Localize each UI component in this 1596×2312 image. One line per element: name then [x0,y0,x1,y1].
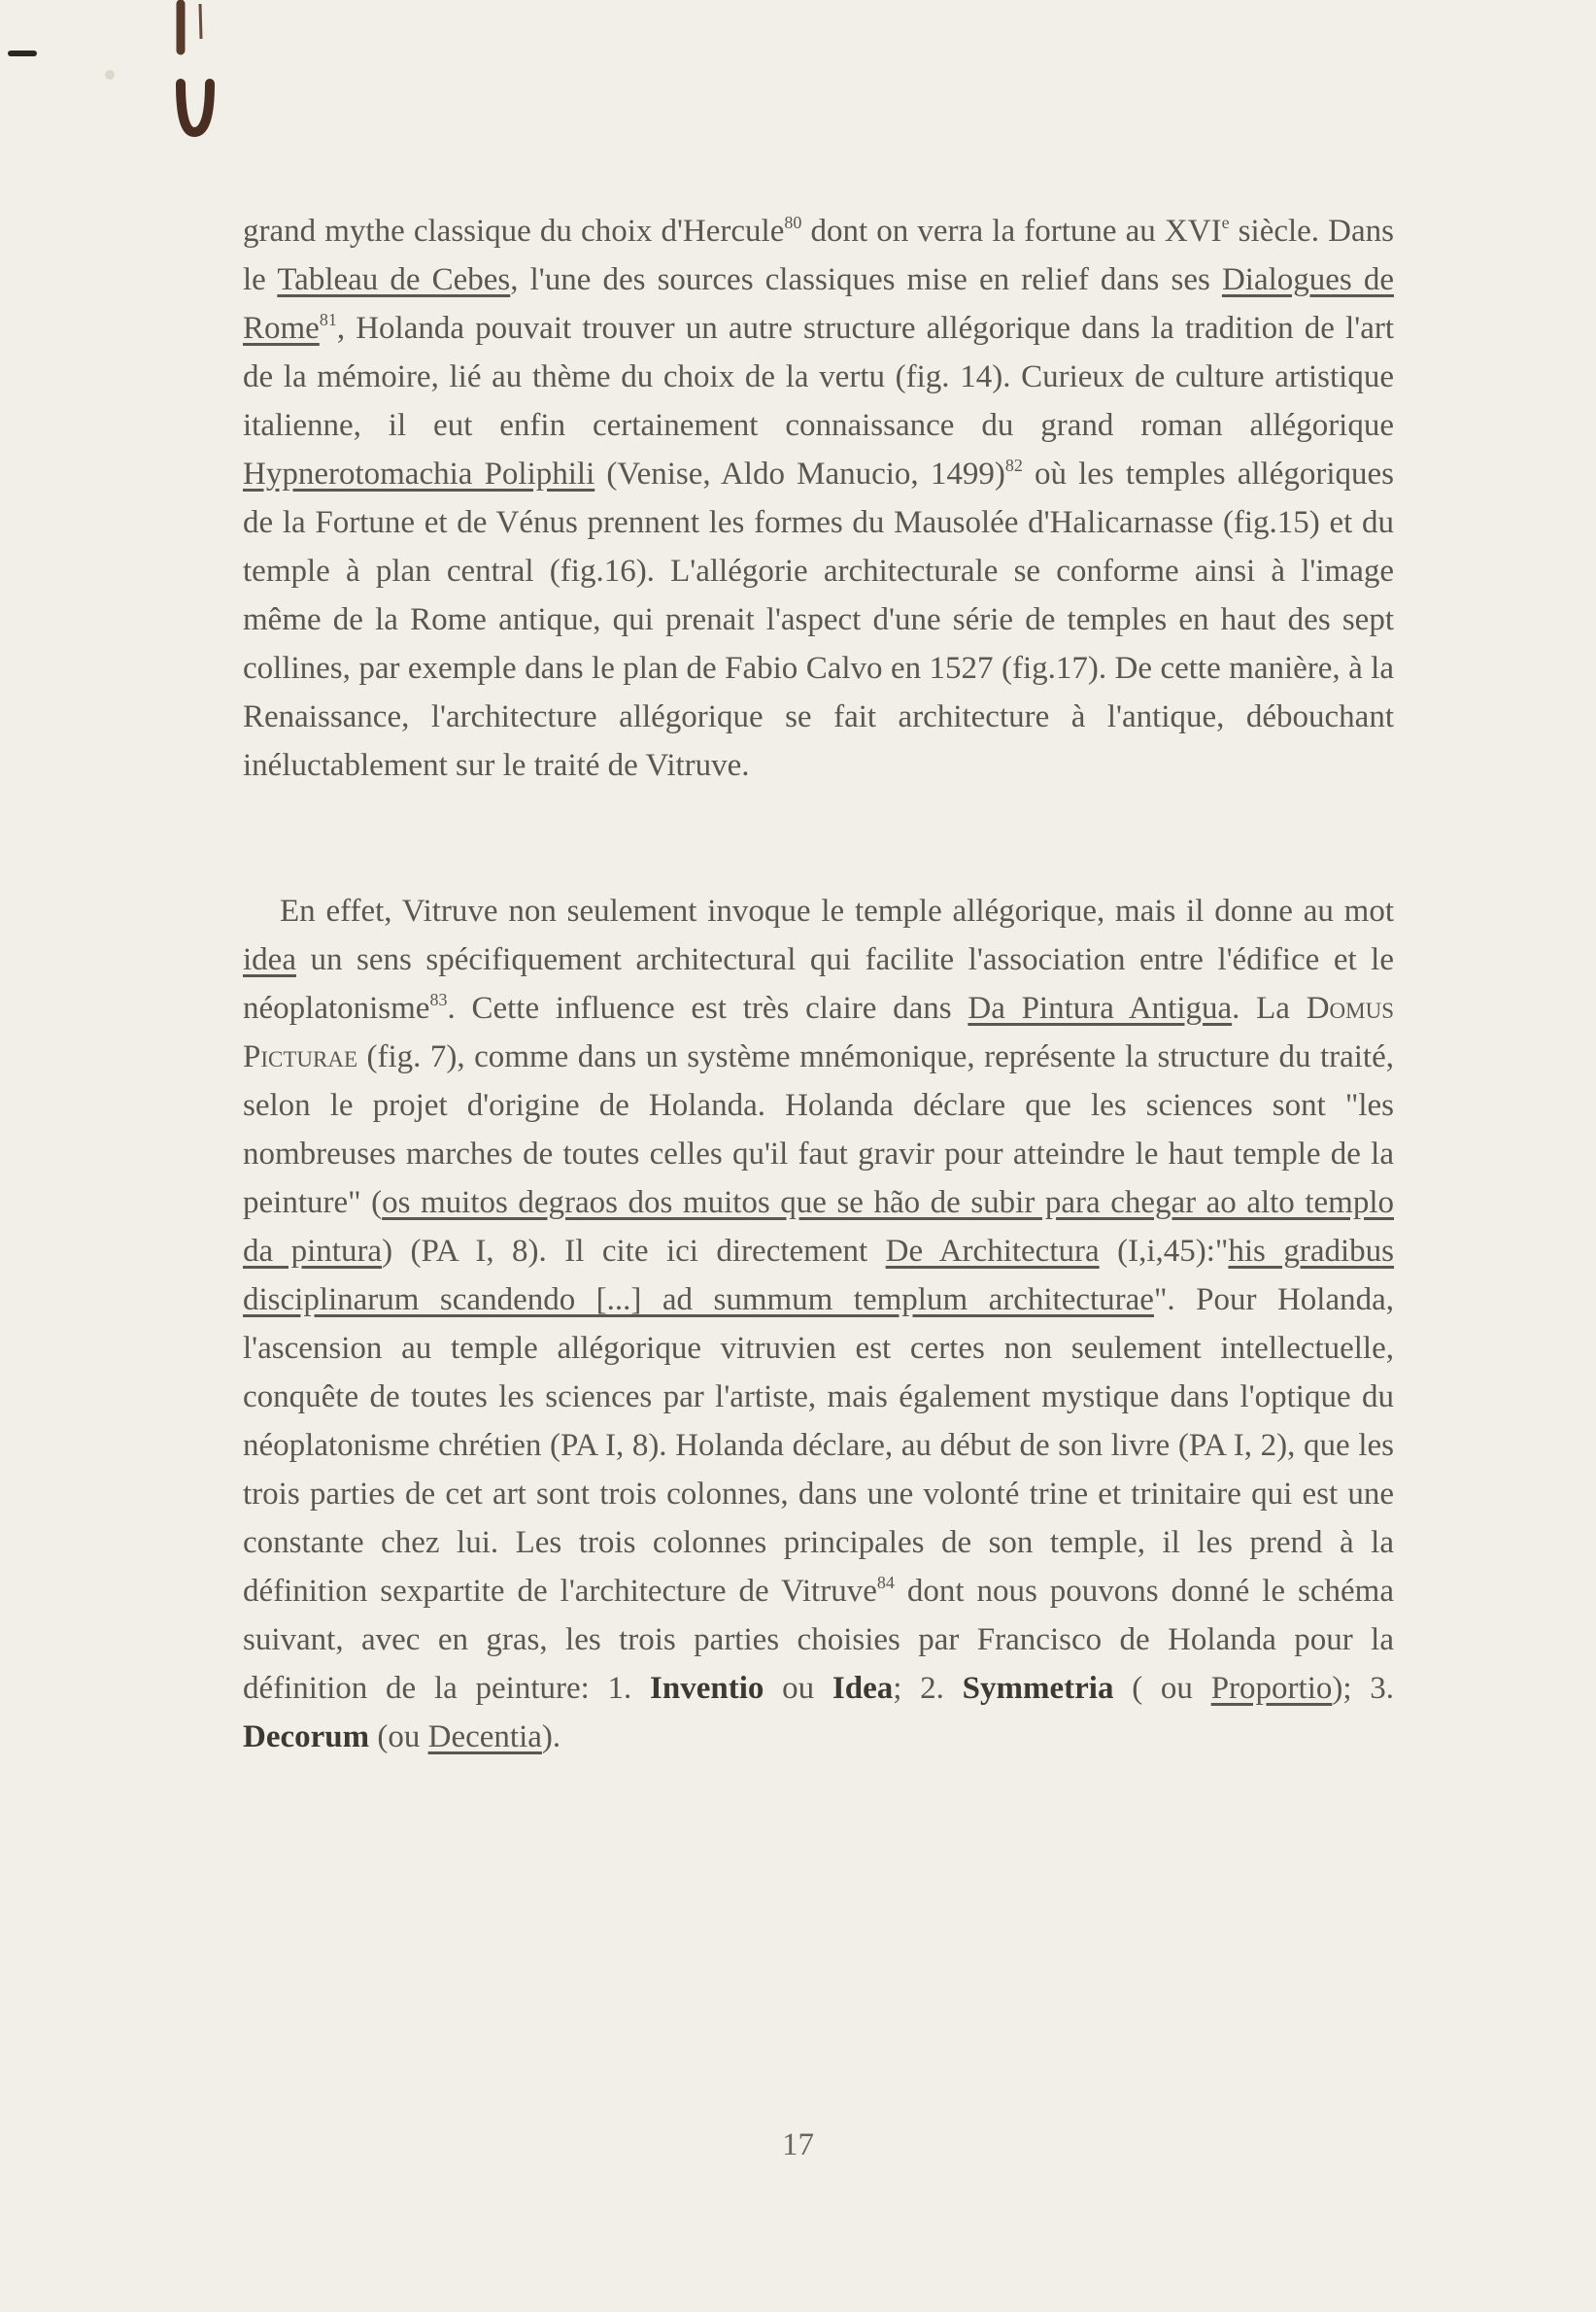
title-da-pintura-antigua: Da Pintura Antigua [968,991,1233,1026]
binding-mark-icon [167,0,225,146]
footnote-ref-81: 81 [319,310,337,329]
quote-his-gradibus: his gradibus disciplinarum scandendo [...] ad summum templum architecturae [243,1234,1395,1317]
term-proportio: Proportio [1210,1671,1333,1706]
scan-mark [8,51,37,56]
quote-os-muitos: os muitos degraos dos muitos que se hão de subir para chegar ao alto templo da pintura [243,1185,1394,1269]
scan-speck [105,70,115,80]
footnote-ref-84: 84 [876,1573,895,1592]
paragraph-1: grand mythe classique du choix d'Hercule$^{80}$ dont on verra la fortune au XVIe siècle. Dans le Tableau de Cebes, l'une des sources classiques mise en relief dans ses Dialogues de Rome$^{81}$, Holanda pouvait trouver un autre structure allégorique dans la tradition de l'art de la mémoire, lié au thème du choix de la vertu (fig. 14). Curieux de culture artistique italienne, il eut enfin certainement connaissance du grand roman allégorique Hypnerotomachia Poliphili (Venise, Aldo Manucio, 1499)$^{82}$ où les temples allégoriques de la Fortune et de Vénus prennent les formes du Mausolée d'Halicarnasse (fig.15) et du temple à plan central (fig.16). L'allégorie architecturale se conforme ainsi à l'image même de la Rome antique, qui prenait l'aspect d'une série de temples en haut des sept collines, par exemple dans le plan de Fabio Calvo en 1527 (fig.17). De cette manière, à la Renaissance, l'architecture allégorique se fait architecture à l'antique, débouchant inéluctablement sur le traité de Vitruve. [243,213,1394,783]
term-domus-picturae: Domus Picturae [243,991,1394,1074]
paragraph-2: En effet, Vitruve non seulement invoque le temple allégorique, mais il donne au mot idea un sens spécifiquement architectural qui facilite l'association entre l'édifice et le néoplatonisme$^{83}$. Cette influence est très claire dans Da Pintura Antigua. La Domus Picturae (fig. 7), comme dans un système mnémonique, représente la structure du traité, selon le projet d'origine de Holanda. Holanda déclare que les sciences sont "les nombreuses marches de toutes celles qu'il faut gravir pour atteindre le haut temple de la peinture" (os muitos degraos dos muitos que se hão de subir para chegar ao alto templo da pintura) (PA I, 8). Il cite ici directement De Architectura (I,i,45):"his gradibus disciplinarum scandendo [...] ad summum templum architecturae". Pour Holanda, l'ascension au temple allégorique vitruvien est certes non seulement intellectuelle, conquête de toutes les sciences par l'artiste, mais également mystique dans l'optique du néoplatonisme chrétien (PA I, 8). Holanda déclare, au début de son livre (PA I, 2), que les trois parties de cet art sont trois colonnes, dans une volonté trine et trinitaire qui est une constante chez lui. Les trois colonnes principales de son temple, il les prend à la définition sexpartite de l'architecture de Vitruve$^{84}$ dont nous pouvons donné le schéma suivant, avec en gras, les trois parties choisies par Francisco de Holanda pour la définition de la peinture: 1. Inventio ou Idea; 2. Symmetria ( ou Proportio); 3. Decorum (ou Decentia). [243,894,1395,1754]
title-hypnerotomachia: Hypnerotomachia Poliphili [243,457,595,492]
superscript-e: e [1221,213,1230,232]
page-number: 17 [782,2127,814,2162]
footnote-ref-83: 83 [429,990,448,1009]
term-decorum: Decorum [243,1719,370,1754]
term-idea-bold: Idea [832,1671,894,1706]
footnote-ref-82: 82 [1004,456,1023,475]
title-tableau-de-cebes: Tableau de Cebes [277,262,511,297]
title-de-architectura: De Architectura [885,1234,1100,1269]
term-decentia: Decentia [427,1719,542,1754]
title-dialogues-de-rome: Dialogues de Rome [243,262,1394,346]
footnote-ref-80: 80 [784,213,802,232]
term-symmetria: Symmetria [962,1671,1114,1706]
term-idea: idea [243,942,296,977]
term-inventio: Inventio [650,1671,764,1706]
